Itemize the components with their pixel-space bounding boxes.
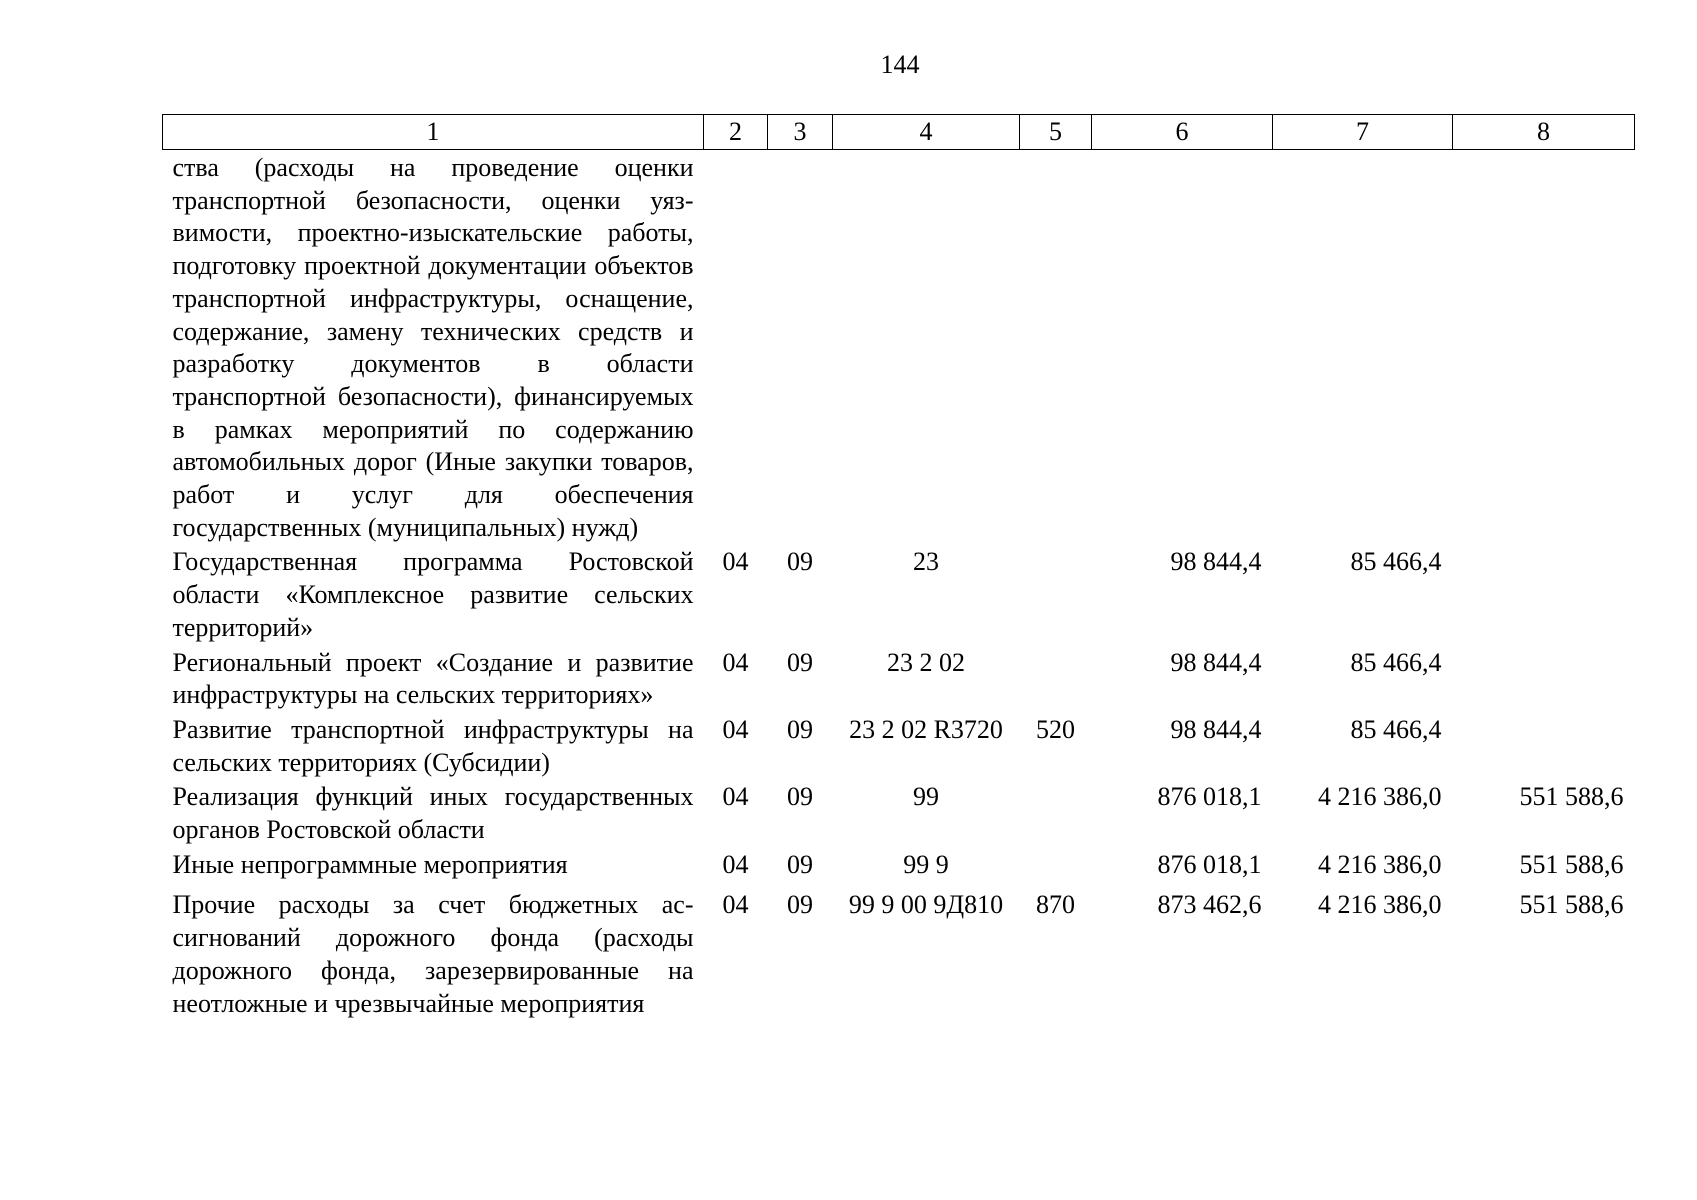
cell-subsection: 09 (787, 849, 813, 879)
cell-amount-year1: 98 844,4 (1170, 647, 1262, 677)
cell-amount-year1 (1092, 150, 1273, 545)
cell-amount-year1: 876 018,1 (1157, 782, 1262, 812)
cell-section: 04 (722, 782, 749, 812)
column-header-8: 8 (1453, 115, 1635, 150)
cell-amount-year1: 98 844,4 (1170, 547, 1262, 577)
table-row (163, 779, 1635, 846)
cell-amount-year2: 4 216 386,0 (1318, 890, 1442, 920)
cell-amount-year1: 873 462,6 (1157, 890, 1262, 920)
column-header-2: 2 (704, 115, 768, 150)
cell-target-code: 99 9 (903, 849, 949, 879)
cell-amount-year3 (1453, 150, 1635, 545)
cell-amount-year2: 85 466,4 (1350, 714, 1442, 744)
cell-section: 04 (722, 714, 749, 744)
cell-expense-type: 870 (1036, 890, 1075, 920)
cell-target-code: 23 2 02 R3720 (849, 714, 1003, 744)
cell-section: 04 (722, 547, 749, 577)
cell-subsection: 09 (787, 782, 813, 812)
table-row (163, 150, 1635, 545)
cell-expense-type (1020, 150, 1092, 545)
column-header-7: 7 (1273, 115, 1453, 150)
table-row (163, 645, 1635, 712)
row-description: Прочие расходы за счет бюджетных ассигнований дорожного фонда (расходы дорожного фонда, зарезервированные на неотложные и чрезвычайные мероприятия (172, 890, 694, 1018)
row-description: ства (расходы на проведение оценки транспортной безопасности, оценки уязвимости, проектно-изыскательские работы, подготовку проектной документации объектов транспортной инфраструктуры, оснащение, содержание, замену технических средств и разработку документов в области транспортной безопасности), финансируемых в рамках мероприятий по содержанию автомобильных дорог (Иные закупки товаров, работ и услуг для обеспечения государственных (муниципальных) нужд) (172, 153, 694, 542)
cell-amount-year2: 85 466,4 (1350, 647, 1442, 677)
cell-amount-year2: 4 216 386,0 (1318, 849, 1442, 879)
cell-amount-year3: 551 588,6 (1519, 849, 1624, 879)
cell-expense-type (1020, 847, 1092, 882)
cell-target-code: 23 2 02 (887, 647, 965, 677)
cell-amount-year2: 4 216 386,0 (1318, 782, 1442, 812)
cell-target-code (833, 150, 1020, 545)
row-description: Государственная программа Ростовской области «Комплексное развитие сельских территорий» (172, 547, 694, 642)
row-description: Реализация функций иных государственных органов Ростовской области (172, 782, 694, 845)
cell-amount-year2: 85 466,4 (1350, 547, 1442, 577)
cell-target-code: 23 (913, 547, 939, 577)
column-header-3: 3 (768, 115, 833, 150)
cell-expense-type: 520 (1036, 714, 1075, 744)
cell-subsection: 09 (787, 647, 813, 677)
table-row (163, 544, 1635, 644)
cell-amount-year3 (1453, 712, 1635, 779)
cell-expense-type (1020, 645, 1092, 712)
page-number: 144 (880, 50, 920, 79)
header-row (163, 115, 1635, 150)
column-header-4: 4 (833, 115, 1020, 150)
cell-amount-year2 (1273, 150, 1453, 545)
cell-section: 04 (722, 890, 749, 920)
table-row (163, 712, 1635, 779)
cell-amount-year3 (1453, 645, 1635, 712)
cell-amount-year1: 98 844,4 (1170, 714, 1262, 744)
cell-target-code: 99 9 00 9Д810 (848, 890, 1004, 920)
column-header-1: 1 (163, 115, 704, 150)
column-header-6: 6 (1092, 115, 1273, 150)
cell-section: 04 (722, 647, 749, 677)
cell-amount-year3 (1453, 544, 1635, 644)
cell-subsection: 09 (787, 547, 813, 577)
table-row (163, 881, 1635, 1020)
row-description: Развитие транспортной инфраструктуры на сельских территориях (Субсидии) (172, 714, 694, 777)
cell-subsection (768, 150, 833, 545)
cell-section: 04 (722, 849, 749, 879)
cell-section (704, 150, 768, 545)
cell-subsection: 09 (787, 890, 813, 920)
cell-expense-type (1020, 779, 1092, 846)
cell-amount-year3: 551 588,6 (1519, 782, 1624, 812)
cell-amount-year3: 551 588,6 (1519, 890, 1624, 920)
row-description: Региональный проект «Создание и развитие инфраструктуры на сельских территориях» (172, 647, 694, 710)
cell-target-code: 99 (913, 782, 939, 812)
column-header-5: 5 (1020, 115, 1092, 150)
table-row (163, 847, 1635, 882)
cell-amount-year1: 876 018,1 (1157, 849, 1262, 879)
cell-expense-type (1020, 544, 1092, 644)
row-description: Иные непрограммные мероприятия (172, 849, 568, 879)
cell-subsection: 09 (787, 714, 813, 744)
budget-table (162, 114, 1635, 1020)
